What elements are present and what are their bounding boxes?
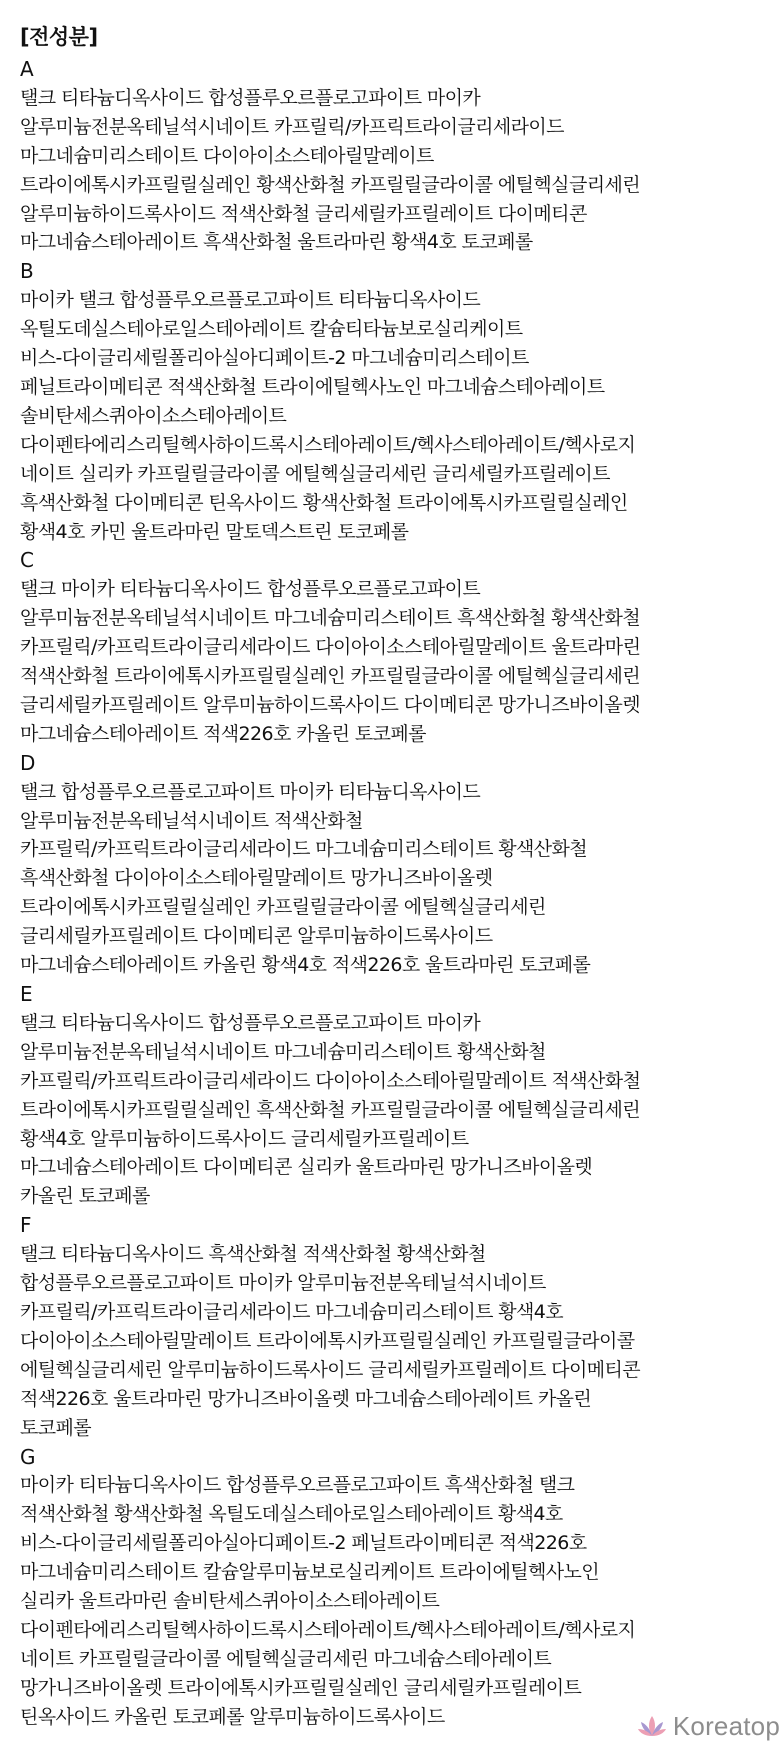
ingredient-line: 탤크 티타늄디옥사이드 합성플루오르플로고파이트 마이카 xyxy=(20,86,481,109)
ingredient-line: 합성플루오르플로고파이트 마이카 알루미늄전분옥테닐석시네이트 xyxy=(20,1272,546,1295)
section-label: E xyxy=(20,982,33,1006)
ingredients-document xyxy=(20,22,770,1732)
ingredient-line: 에틸헥실글리세린 알루미늄하이드록사이드 글리세릴카프릴레이트 다이메티콘 xyxy=(20,1358,640,1381)
ingredient-line: 탤크 티타늄디옥사이드 합성플루오르플로고파이트 마이카 xyxy=(20,1011,481,1034)
ingredient-line: 황색4호 알루미늄하이드록사이드 글리세릴카프릴레이트 xyxy=(20,1127,469,1150)
ingredient-line: 옥틸도데실스테아로일스테아레이트 칼슘티타늄보로실리케이트 xyxy=(20,318,523,341)
ingredient-line: 알루미늄하이드록사이드 적색산화철 글리세릴카프릴레이트 다이메티콘 xyxy=(20,202,587,225)
ingredient-line: 카올린 토코페롤 xyxy=(20,1185,150,1208)
ingredient-line: 네이트 실리카 카프릴릴글라이콜 에틸헥실글리세린 글리세릴카프릴레이트 xyxy=(20,462,610,485)
ingredient-line: 토코페롤 xyxy=(20,1416,92,1439)
ingredient-line: 마그네슘미리스테이트 칼슘알루미늄보로실리케이트 트라이에틸헥사노인 xyxy=(20,1561,600,1584)
ingredient-line: 트라이에톡시카프릴릴실레인 황색산화철 카프릴릴글라이콜 에틸헥실글리세린 xyxy=(20,173,640,196)
ingredient-line: 흑색산화철 다이아이소스테아릴말레이트 망가니즈바이올렛 xyxy=(20,867,493,890)
section-label: G xyxy=(20,1444,36,1469)
section-label: B xyxy=(20,259,34,284)
section-label: F xyxy=(20,1213,32,1238)
ingredient-line: 탤크 마이카 티타늄디옥사이드 합성플루오르플로고파이트 xyxy=(20,578,481,601)
ingredient-line: 마그네슘스테아레이트 흑색산화철 울트라마린 황색4호 토코페롤 xyxy=(20,231,533,254)
ingredient-line: 비스-다이글리세릴폴리아실아디페이트-2 페닐트라이메티콘 적색226호 xyxy=(20,1532,587,1555)
ingredient-line: 페닐트라이메티콘 적색산화철 트라이에틸헥사노인 마그네슘스테아레이트 xyxy=(20,375,605,398)
ingredient-line: 적색산화철 트라이에톡시카프릴릴실레인 카프릴릴글라이콜 에틸헥실글리세린 xyxy=(20,665,640,688)
section-label: D xyxy=(20,750,36,775)
ingredient-line: 마이카 티타늄디옥사이드 합성플루오르플로고파이트 흑색산화철 탤크 xyxy=(20,1474,575,1497)
ingredient-line: 흑색산화철 다이메티콘 틴옥사이드 황색산화철 트라이에톡시카프릴릴실레인 xyxy=(20,491,628,514)
ingredient-line: 카프릴릭/카프릭트라이글리세라이드 마그네슘미리스테이트 황색산화철 xyxy=(20,838,588,861)
ingredient-line: 마이카 탤크 합성플루오르플로고파이트 티타늄디옥사이드 xyxy=(20,289,481,312)
ingredient-line: 솔비탄세스퀴아이소스테아레이트 xyxy=(20,404,287,427)
lotus-icon xyxy=(637,1714,667,1740)
ingredient-line: 다이펜타에리스리틸헥사하이드록시스테아레이트/헥사스테아레이트/헥사로지 xyxy=(20,1618,636,1641)
ingredient-line: 카프릴릭/카프릭트라이글리세라이드 마그네슘미리스테이트 황색4호 xyxy=(20,1300,564,1323)
ingredient-line: 카프릴릭/카프릭트라이글리세라이드 다이아이소스테아릴말레이트 울트라마린 xyxy=(20,636,641,659)
ingredient-line: 마그네슘스테아레이트 카올린 황색4호 적색226호 울트라마린 토코페롤 xyxy=(20,954,591,977)
ingredient-line: 마그네슘스테아레이트 적색226호 카올린 토코페롤 xyxy=(20,722,426,745)
ingredient-line: 탤크 합성플루오르플로고파이트 마이카 티타늄디옥사이드 xyxy=(20,780,481,803)
koreatop-watermark xyxy=(637,1711,780,1742)
watermark-text: Koreatop xyxy=(672,1711,780,1741)
ingredient-line: 알루미늄전분옥테닐석시네이트 적색산화철 xyxy=(20,809,363,832)
ingredient-line: 다이아이소스테아릴말레이트 트라이에톡시카프릴릴실레인 카프릴릴글라이콜 xyxy=(20,1329,635,1352)
ingredient-line: 네이트 카프릴릴글라이콜 에틸헥실글리세린 마그네슘스테아레이트 xyxy=(20,1647,552,1670)
ingredient-line: 트라이에톡시카프릴릴실레인 카프릴릴글라이콜 에틸헥실글리세린 xyxy=(20,896,546,919)
ingredient-line: 망가니즈바이올렛 트라이에톡시카프릴릴실레인 글리세릴카프릴레이트 xyxy=(20,1676,582,1699)
ingredient-line: 비스-다이글리세릴폴리아실아디페이트-2 마그네슘미리스테이트 xyxy=(20,347,529,370)
ingredient-sections xyxy=(20,55,770,1732)
ingredient-line: 다이펜타에리스리틸헥사하이드록시스테아레이트/헥사스테아레이트/헥사로지 xyxy=(20,433,636,456)
ingredient-line: 알루미늄전분옥테닐석시네이트 카프릴릭/카프릭트라이글리세라이드 xyxy=(20,115,564,138)
ingredient-line: 카프릴릭/카프릭트라이글리세라이드 다이아이소스테아릴말레이트 적색산화철 xyxy=(20,1069,641,1092)
ingredient-line: 마그네슘미리스테이트 다이아이소스테아릴말레이트 xyxy=(20,144,434,167)
ingredient-line: 틴옥사이드 카올린 토코페롤 알루미늄하이드록사이드 xyxy=(20,1705,445,1728)
ingredient-line: 실리카 울트라마린 솔비탄세스퀴아이소스테아레이트 xyxy=(20,1590,440,1613)
section-label: A xyxy=(20,57,34,81)
ingredient-line: 알루미늄전분옥테닐석시네이트 마그네슘미리스테이트 황색산화철 xyxy=(20,1040,546,1063)
ingredient-line: 탤크 티타늄디옥사이드 흑색산화철 적색산화철 황색산화철 xyxy=(20,1243,486,1266)
ingredient-line: 황색4호 카민 울트라마린 말토덱스트린 토코페롤 xyxy=(20,520,409,543)
section-label: C xyxy=(20,548,34,573)
ingredient-line: 적색산화철 황색산화철 옥틸도데실스테아로일스테아레이트 황색4호 xyxy=(20,1503,563,1526)
ingredient-line: 글리세릴카프릴레이트 다이메티콘 알루미늄하이드록사이드 xyxy=(20,925,493,948)
document-title: [전성분] xyxy=(20,25,98,49)
ingredient-line: 알루미늄전분옥테닐석시네이트 마그네슘미리스테이트 흑색산화철 황색산화철 xyxy=(20,607,640,630)
ingredient-line: 마그네슘스테아레이트 다이메티콘 실리카 울트라마린 망가니즈바이올렛 xyxy=(20,1156,593,1179)
ingredient-line: 글리세릴카프릴레이트 알루미늄하이드록사이드 다이메티콘 망가니즈바이올렛 xyxy=(20,693,640,716)
ingredient-line: 적색226호 울트라마린 망가니즈바이올렛 마그네슘스테아레이트 카올린 xyxy=(20,1387,592,1410)
ingredient-line: 트라이에톡시카프릴릴실레인 흑색산화철 카프릴릴글라이콜 에틸헥실글리세린 xyxy=(20,1098,640,1121)
